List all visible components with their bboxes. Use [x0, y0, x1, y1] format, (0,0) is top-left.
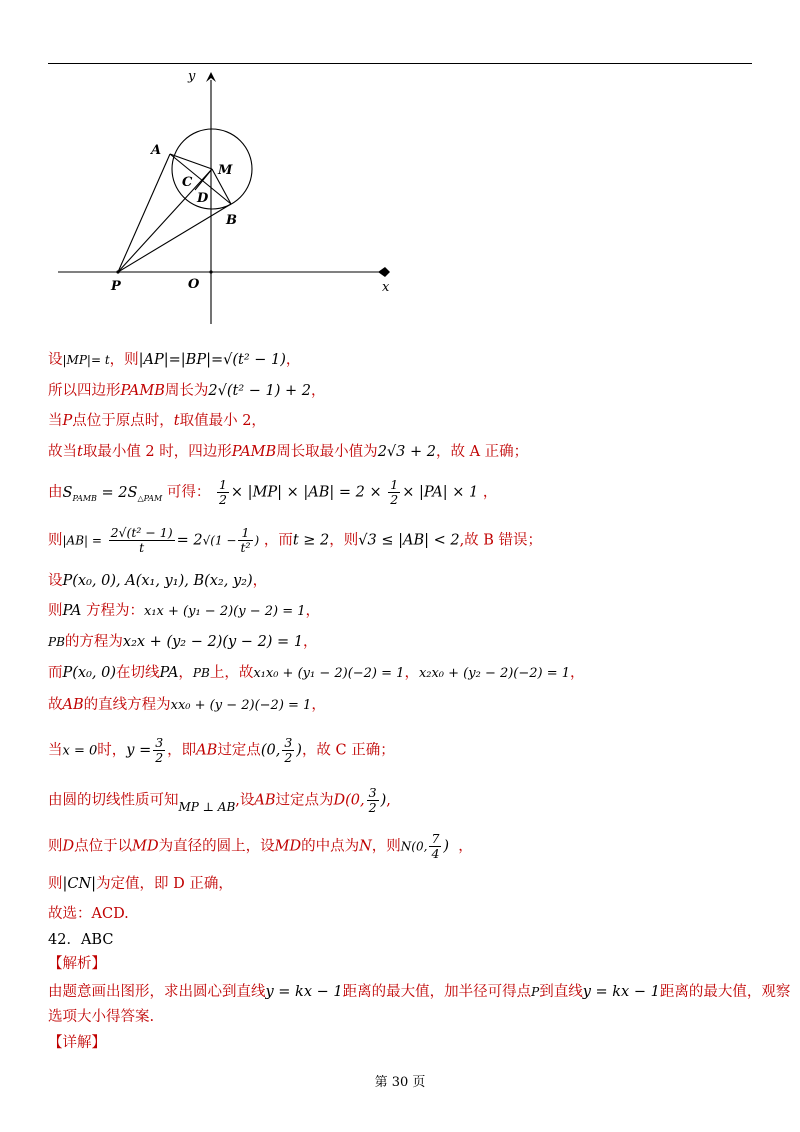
solution-line-14: 则D点位于以MD为直径的圆上，设MD的中点为N，则N(0, $\frac{7}{4}$ ) ，	[48, 831, 473, 861]
fraction-three-half: $\frac{3}{2}$	[368, 785, 377, 815]
solution-line-13: 由圆的切线性质可知$_{MP \perp AB}$,设AB过定点为D(0, $\frac{3}{2}$ ),	[48, 785, 391, 815]
solution-line-8: 则PA 方程为：x₁x + (y₁ − 2)(y − 2) = 1，	[48, 603, 321, 619]
fraction-three-half: $\frac{3}{2}$	[155, 735, 164, 765]
fraction-half: $\frac{1}{2}$	[390, 477, 399, 507]
solution-line-15: 则|CN|为定值，即 D 正确，	[48, 876, 233, 892]
label-y: y	[188, 69, 196, 84]
analysis-line-2: 选项大小得答案.	[48, 1009, 155, 1025]
solution-line-5: 由$S_{PAMB} = 2S_{\triangle PAM}$ 可得： $\frac{1}{2}$ × |MP| × |AB| = 2 × $\frac{1}{2}$ × |PA| × 1 ，	[48, 477, 498, 507]
label-d: D	[197, 191, 209, 206]
solution-line-1: 设|MP|= t，则|AP|=|BP|=√(t² − 1)，	[48, 352, 301, 368]
label-b: B	[226, 213, 237, 228]
solution-line-16: 故选：ACD.	[48, 906, 129, 922]
label-x: x	[382, 280, 390, 295]
detail-heading: 【详解】	[48, 1035, 106, 1051]
solution-line-6: 则|AB| = $\frac{\text{2√(t² − 1)}}{t}$ = 2√(1 − $\frac{1}{\text{t²}}$ ) ，而t ≥ 2，则√3 ≤ |AB| < 2,故 B 错误；	[48, 525, 543, 555]
fraction-ab: $\frac{\text{2√(t² − 1)}}{t}$	[110, 525, 173, 555]
fraction-half: $\frac{1}{2}$	[218, 477, 227, 507]
page-footer: 第 30 页	[374, 1075, 426, 1090]
solution-line-3: 当P点位于原点时，t取值最小 2，	[48, 413, 266, 429]
analysis-line-1: 由题意画出图形，求出圆心到直线y = kx − 1距离的最大值，加半径可得点P到直线y = kx − 1距离的最大值，观察	[48, 984, 791, 1000]
question-number: 42．ABC	[48, 932, 114, 948]
label-a: A	[151, 143, 162, 158]
solution-line-4: 故当t取最小值 2 时，四边形PAMB周长取最小值为2√3 + 2，故 A 正确；	[48, 444, 529, 460]
solution-line-2: 所以四边形PAMB周长为2√(t² − 1) + 2，	[48, 383, 326, 399]
label-p: P	[111, 279, 121, 294]
geometry-figure	[40, 62, 400, 337]
x-axis-arrow	[378, 267, 390, 277]
solution-line-10: 而P(x₀, 0)在切线PA，PB上，故x₁x₀ + (y₁ − 2)(−2) = 1，x₂x₀ + (y₂ − 2)(−2) = 1，	[48, 665, 585, 681]
solution-line-7: 设P(x₀, 0), A(x₁, y₁), B(x₂, y₂)，	[48, 573, 268, 589]
analysis-heading: 【解析】	[48, 956, 106, 972]
solution-line-12: 当x = 0时，y = $\frac{3}{2}$ ，即AB过定点(0, $\frac{3}{2}$ )，故 C 正确；	[48, 735, 395, 765]
label-m: M	[218, 163, 233, 178]
solution-line-9: PB的方程为x₂x + (y₂ − 2)(y − 2) = 1，	[48, 634, 318, 650]
fraction-1-over-t2: $\frac{1}{\text{t²}}$	[240, 525, 251, 555]
fraction-seven-four: $\frac{7}{4}$	[431, 831, 440, 861]
solution-line-11: 故AB的直线方程为xx₀ + (y − 2)(−2) = 1，	[48, 697, 326, 713]
fraction-three-half: $\frac{3}{2}$	[284, 735, 293, 765]
label-o: O	[188, 277, 200, 292]
label-c: C	[182, 175, 193, 190]
